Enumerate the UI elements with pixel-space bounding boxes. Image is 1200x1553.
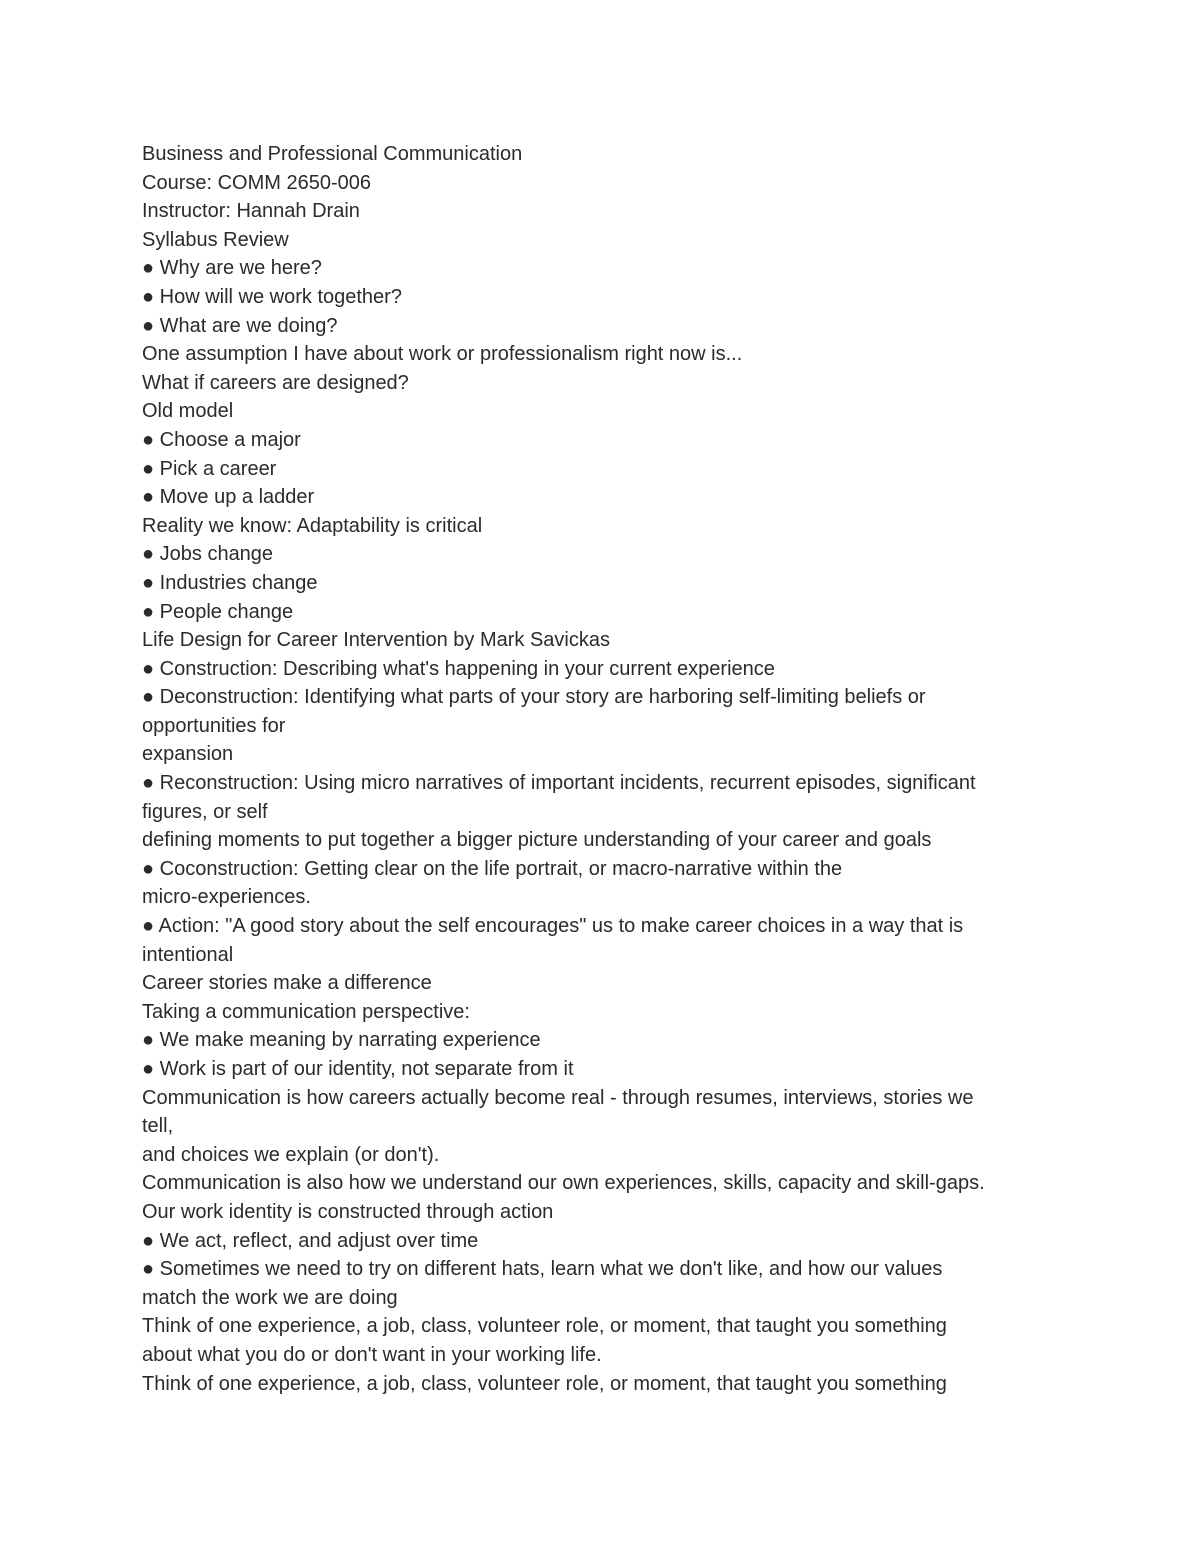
text-line: intentional <box>142 943 234 966</box>
section-heading: Our work identity is constructed through action <box>142 1200 554 1223</box>
text-line: opportunities for <box>142 714 286 737</box>
document-title: Business and Professional Communication <box>142 143 523 165</box>
course-line: Course: COMM 2650-006 <box>142 171 371 194</box>
text-line: match the work we are doing <box>142 1286 398 1309</box>
bullet-item: ● Deconstruction: Identifying what parts of your story are harboring self-limiting beliefs or <box>142 686 926 709</box>
bullet-item: ● Sometimes we need to try on different hats, learn what we don't like, and how our values <box>142 1258 943 1281</box>
text-line: Communication is how careers actually become real - through resumes, interviews, stories we <box>142 1086 974 1109</box>
section-heading: Syllabus Review <box>142 228 289 251</box>
text-line: Think of one experience, a job, class, volunteer role, or moment, that taught you something <box>142 1372 947 1395</box>
text-line: defining moments to put together a bigger picture understanding of your career and goals <box>142 829 932 852</box>
section-heading: Life Design for Career Intervention by Mark Savickas <box>142 629 610 652</box>
bullet-item: ● Coconstruction: Getting clear on the life portrait, or macro-narrative within the <box>142 857 843 880</box>
text-line: figures, or self <box>142 800 268 823</box>
bullet-item: ● People change <box>142 600 294 623</box>
bullet-item: ● Industries change <box>142 571 318 594</box>
bullet-item: ● Construction: Describing what's happening in your current experience <box>142 657 775 680</box>
bullet-item: ● Pick a career <box>142 457 277 480</box>
bullet-item: ● Work is part of our identity, not separate from it <box>142 1058 574 1080</box>
bullet-item: ● We act, reflect, and adjust over time <box>142 1229 479 1252</box>
text-line: Communication is also how we understand our own experiences, skills, capacity and skill-gaps. <box>142 1172 985 1195</box>
text-line: expansion <box>142 743 234 766</box>
text-line: and choices we explain (or don't). <box>142 1143 440 1166</box>
text-line: One assumption I have about work or professionalism right now is... <box>142 343 743 366</box>
text-line: tell, <box>142 1115 174 1138</box>
document-body <box>142 140 1072 1398</box>
bullet-item: ● Why are we here? <box>142 257 322 280</box>
bullet-item: ● Choose a major <box>142 428 301 451</box>
instructor-line: Instructor: Hannah Drain <box>142 200 360 223</box>
section-heading: Old model <box>142 400 234 423</box>
section-heading: Reality we know: Adaptability is critical <box>142 514 483 537</box>
section-heading: What if careers are designed? <box>142 371 409 394</box>
text-line: about what you do or don't want in your working life. <box>142 1343 602 1366</box>
bullet-item: ● What are we doing? <box>142 314 338 337</box>
bullet-item: ● Action: "A good story about the self encourages" us to make career choices in a way that is <box>142 915 964 938</box>
section-heading: Career stories make a difference <box>142 972 432 995</box>
bullet-item: ● Move up a ladder <box>142 486 315 509</box>
text-line: Taking a communication perspective: <box>142 1000 470 1023</box>
text-line: Think of one experience, a job, class, volunteer role, or moment, that taught you something <box>142 1315 947 1338</box>
bullet-item: ● We make meaning by narrating experience <box>142 1029 541 1052</box>
bullet-item: ● Jobs change <box>142 543 274 566</box>
text-line: micro-experiences. <box>142 886 311 909</box>
bullet-item: ● How will we work together? <box>142 285 402 308</box>
bullet-item: ● Reconstruction: Using micro narratives of important incidents, recurrent episodes, significant <box>142 772 976 795</box>
